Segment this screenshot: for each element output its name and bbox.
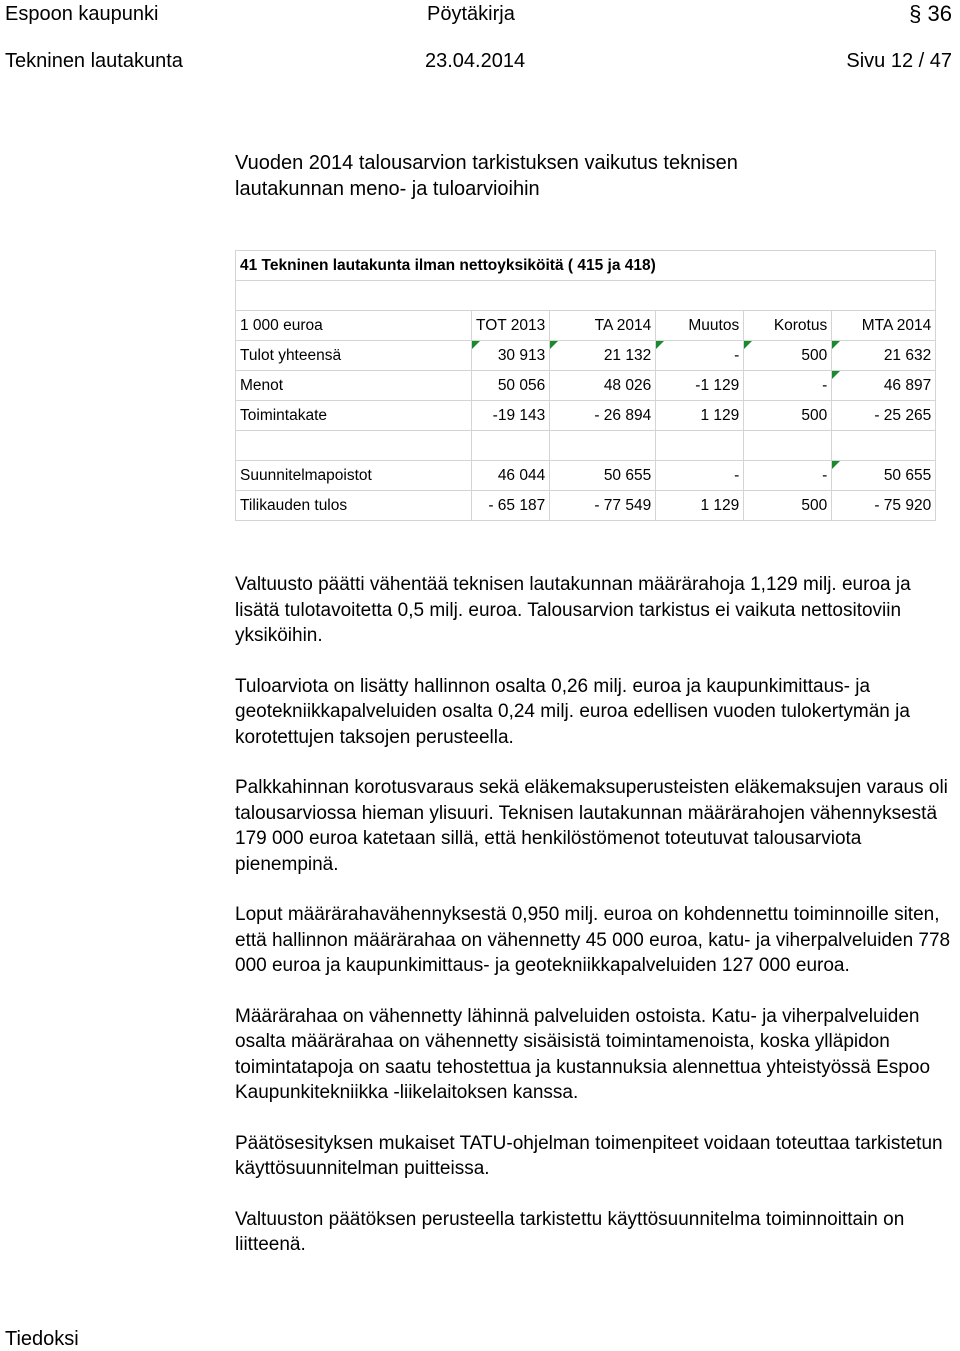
row-label: Toimintakate [236,401,472,431]
row-label: Tilikauden tulos [236,491,472,521]
table-header: 1 000 euroa [236,311,472,341]
table-cell [656,431,744,461]
table-row [236,371,936,401]
paragraph: Loput määrärahavähennyksestä 0,950 milj. euroa on kohdennettu toiminnoille siten, että hallinnon määrärahaa on vähennetty 45 000 euroa, katu- ja viherpalveluiden 778 000 euroa ja kaupunkimittaus- ja geotekniikkapalveluiden 127 000 euroa. [235,904,951,976]
table-row [236,461,936,491]
table-cell: - 65 187 [472,491,550,521]
table-cell: - 75 920 [832,491,936,521]
row-label: Menot [236,371,472,401]
board-name: Tekninen lautakunta [5,50,183,72]
table-cell: 48 026 [550,371,656,401]
meeting-date: 23.04.2014 [425,50,526,72]
table-cell: 1 129 [656,491,744,521]
table-cell: 500 [744,401,832,431]
table-cell: 21 632 [832,341,936,371]
document-body [235,572,957,1283]
table-header: MTA 2014 [832,311,936,341]
table-cell: - 77 549 [550,491,656,521]
title-line-2: lautakunnan meno- ja tuloarvioihin [235,178,540,200]
table-cell: 1 129 [656,401,744,431]
table-row [236,341,936,371]
table-cell [550,431,656,461]
section-number: § 36 [909,1,952,26]
paragraph: Päätösesityksen mukaiset TATU-ohjelman toimenpiteet voidaan toteuttaa tarkistetun käyttösuunnitelman puitteissa. [235,1132,943,1179]
table-cell [744,431,832,461]
table-cell: 30 913 [472,341,550,371]
paragraph: Tuloarviota on lisätty hallinnon osalta 0,26 milj. euroa ja kaupunkimittaus- ja geotekniikkapalveluiden osalta 0,24 milj. euroa edellisen vuoden tulokertymän ja korotettujen taksojen perusteella. [235,675,910,748]
paragraph: Valtuusto päätti vähentää teknisen lautakunnan määrärahoja 1,129 milj. euroa ja lisätä tulotavoitetta 0,5 milj. euroa. Talousarvion tarkistus ei vaikuta nettositoviin yksiköihin. [235,574,911,646]
table-cell: - [656,341,744,371]
table-header: TA 2014 [550,311,656,341]
table-cell: 50 056 [472,371,550,401]
paragraph: Valtuuston päätöksen perusteella tarkistettu käyttösuunnitelma toiminnoittain on liitteenä. [235,1208,905,1255]
table-cell: 21 132 [550,341,656,371]
page-number: Sivu 12 / 47 [846,50,952,72]
org-name: Espoon kaupunki [5,3,159,25]
table-cell: 46 897 [832,371,936,401]
table-row [236,281,936,311]
table-row [236,251,936,281]
table-cell: - [744,461,832,491]
paragraph: Palkkahinnan korotusvaraus sekä eläkemaksuperusteisten eläkemaksujen varaus oli talousarviossa hieman ylisuuri. Teknisen lautakunnan määrärahojen vähennyksestä 179 000 euroa katetaan sillä, että henkilöstömenot toteutuvat talousarviota pienempinä. [235,777,948,875]
table-cell: - 25 265 [832,401,936,431]
table-header: TOT 2013 [472,311,550,341]
budget-table [235,250,936,521]
table-cell [236,281,936,311]
row-label: Tulot yhteensä [236,341,472,371]
table-row [236,401,936,431]
table-cell: 500 [744,491,832,521]
table-cell: - [744,371,832,401]
table-cell [472,431,550,461]
doc-type: Pöytäkirja [427,3,515,25]
table-header-row [236,311,936,341]
table-cell: -19 143 [472,401,550,431]
row-label: Suunnitelmapoistot [236,461,472,491]
table-cell: 500 [744,341,832,371]
table-cell: 46 044 [472,461,550,491]
table-cell: 50 655 [832,461,936,491]
distribution-label: Tiedoksi [5,1328,79,1350]
table-section-title: 41 Tekninen lautakunta ilman nettoyksiköitä ( 415 ja 418) [236,251,936,281]
table-cell: -1 129 [656,371,744,401]
row-label [236,431,472,461]
table-cell: - [656,461,744,491]
table-cell [832,431,936,461]
table-header: Muutos [656,311,744,341]
table-row [236,431,936,461]
table-cell: 50 655 [550,461,656,491]
title-line-1: Vuoden 2014 talousarvion tarkistuksen vaikutus teknisen [235,152,738,174]
table-row [236,491,936,521]
paragraph: Määrärahaa on vähennetty lähinnä palveluiden ostoista. Katu- ja viherpalveluiden osalta määrärahaa on vähennetty sisäisistä toimintamenoista, koska ylläpidon toimintatapoja on saatu tehostettua ja kustannuksia alennettua yhteistyössä Espoo Kaupunkitekniikka -liikelaitoksen kanssa. [235,1005,931,1103]
document-title [235,150,915,202]
table-cell: - 26 894 [550,401,656,431]
table-header: Korotus [744,311,832,341]
